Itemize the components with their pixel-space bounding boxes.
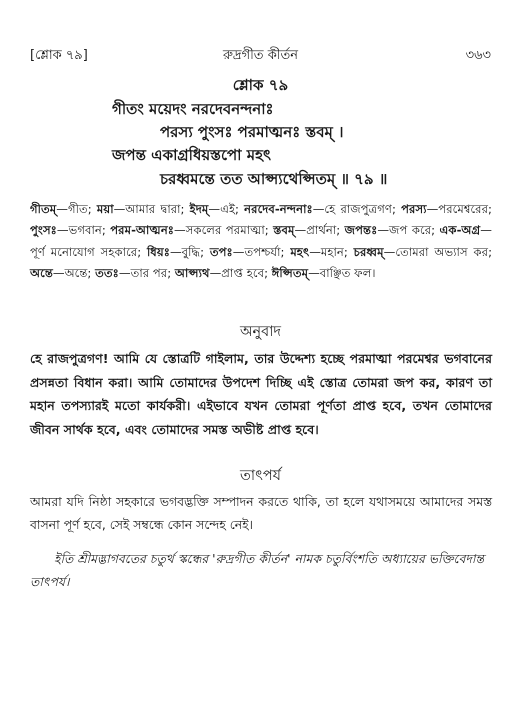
synonym-word: অন্তে (30, 265, 53, 280)
synonym-entry: পরম-আত্মনঃ—সকলের পরমাত্মা; (110, 223, 269, 238)
page-number: ৩৬৩ (465, 48, 491, 63)
verse-number: শ্লোক ৭৯ (232, 76, 289, 94)
synonym-meaning: বুদ্ধি; (181, 244, 205, 259)
synonym-meaning: তোমরা অভ্যাস কর; (395, 244, 493, 259)
synonym-entry: ঈপ্সিতম্—বাঞ্ছিত ফল। (271, 265, 376, 280)
synonym-meaning: হে রাজপুত্রগণ; (324, 202, 396, 216)
synonym-word: এক-অগ্র (439, 223, 481, 238)
synonym-entry: নরদেব-নন্দনাঃ—হে রাজপুত্রগণ; (244, 202, 396, 216)
synonym-word: গীতম্ (30, 202, 57, 216)
verse-line-2: পরস্য পুংসঃ পরমাত্মনঃ স্তবম্ । (160, 123, 344, 141)
synonym-word: ততঃ (95, 265, 119, 280)
synonym-entry: ততঃ—তার পর; (95, 265, 172, 280)
synonym-entry: জপন্তঃ—জপ করে; (344, 223, 436, 238)
synonym-entry: অন্তে—অন্তে; (30, 265, 92, 280)
synonym-word: জপন্তঃ (344, 223, 378, 238)
synonym-entry: স্তবম্—প্রার্থনা; (273, 223, 341, 238)
synonym-word: ময়া (96, 202, 114, 216)
synonym-meaning: মহান; (320, 244, 348, 259)
synonym-entry: গীতম্—গীত; (30, 202, 92, 216)
synonym-meaning: তপশ্চর্যা; (244, 244, 285, 259)
synonym-entry: মহৎ—মহান; (290, 244, 348, 259)
running-head-verse-ref: [শ্লোক ৭৯] (30, 48, 88, 63)
running-head-chapter-title: রুদ্রগীত কীর্তন (222, 48, 299, 63)
synonym-entry: পুংসঃ—ভগবান; (30, 223, 106, 238)
synonym-meaning: প্রাপ্ত হবে; (221, 265, 269, 280)
purport-heading: তাৎপর্য (239, 468, 282, 484)
synonym-word: ঈপ্সিতম্ (271, 265, 309, 280)
synonym-word: চরধ্বম্ (353, 244, 384, 259)
synonym-word: পরস্য (401, 202, 427, 216)
synonym-meaning: জপ করে; (389, 223, 436, 238)
synonym-word: ধিয়ঃ (146, 244, 170, 259)
synonym-entry: তপঃ—তপশ্চর্যা; (209, 244, 285, 259)
synonym-word: স্তবম্ (273, 223, 295, 238)
running-head (30, 46, 491, 66)
translation-heading: অনুবাদ (239, 324, 282, 340)
synonym-entry: ময়া—আমার দ্বারা; (96, 202, 185, 216)
synonym-word: ইদম্ (189, 202, 209, 216)
purport-text: আমরা যদি নিষ্ঠা সহকারে ভগবদ্ভক্তি সম্পাদন করতে থাকি, তা হলে যথাসময়ে আমাদের সমস্ত বাসনা পূর্ণ হবে, সেই সম্বন্ধে কোন সন্দেহ নেই। (30, 494, 492, 532)
synonym-word: পরম-আত্মনঃ (110, 223, 175, 238)
word-for-word-synonyms (30, 199, 492, 284)
synonym-meaning: এই; (220, 202, 239, 216)
translation-text: হে রাজপুত্রগণ! আমি যে স্তোত্রটি গাইলাম, তার উদ্দেশ্য হচ্ছে পরমাত্মা পরমেশ্বর ভগবানের প্রসন্নতা বিধান করা। আমি তোমাদের উপদেশ দিচ্ছি এই স্তোত্র তোমরা জপ কর, কারণ তা মহান তপস্যারই মতো কার্যকরী। এইভাবে যখন তোমরা পূর্ণতা প্রাপ্ত হবে, তখন তোমাদের জীবন সার্থক হবে, এবং তোমাদের সমস্ত অভীষ্ট প্রাপ্ত হবে। (30, 351, 492, 437)
synonym-word: পুংসঃ (30, 223, 57, 238)
synonym-word: নরদেব-নন্দনাঃ (244, 202, 313, 216)
synonym-meaning: সকলের পরমাত্মা; (185, 223, 269, 238)
synonym-meaning: পূর্ণ মনোযোগ সহকারে; (30, 244, 142, 259)
synonym-entry: আপ্স্যথ—প্রাপ্ত হবে; (174, 265, 269, 280)
synonym-entry: ধিয়ঃ—বুদ্ধি; (146, 244, 205, 259)
synonym-entry: এক-অগ্র—পূর্ণ মনোযোগ সহকারে; (30, 223, 492, 259)
synonym-meaning: পরমেশ্বরের; (438, 202, 492, 216)
synonym-meaning: ভগবান; (68, 223, 106, 238)
chapter-colophon: ইতি শ্রীমদ্ভাগবতের চতুর্থ স্কন্ধের 'রুদ্রগীত কীর্তন' নামক চতুর্বিংশতি অধ্যায়ের ভক্তিবেদান্ত তাৎপর্য। (30, 551, 485, 589)
synonym-meaning: বাঞ্ছিত ফল। (319, 265, 376, 280)
synonym-meaning: অন্তে; (64, 265, 92, 280)
synonym-entry: চরধ্বম্—তোমরা অভ্যাস কর; (353, 244, 493, 259)
synonym-meaning: তার পর; (130, 265, 172, 280)
synonym-word: মহৎ (290, 244, 310, 259)
synonym-meaning: গীত; (67, 202, 92, 216)
verse-line-4: চরধ্বমন্তে তত আপ্স্যথেপ্সিতম্ ॥ ৭৯ ॥ (160, 170, 388, 188)
synonym-entry: পরস্য—পরমেশ্বরের; (401, 202, 492, 216)
verse-line-1: গীতং ময়েদং নরদেবনন্দনাঃ (112, 100, 274, 118)
synonym-meaning: প্রার্থনা; (306, 223, 341, 238)
synonym-word: আপ্স্যথ (174, 265, 210, 280)
synonym-entry: ইদম্—এই; (189, 202, 239, 216)
synonym-meaning: আমার দ্বারা; (125, 202, 185, 216)
verse-line-3: জপন্ত একাগ্রধিয়স্তপো মহৎ (112, 146, 271, 164)
synonym-word: তপঃ (209, 244, 233, 259)
